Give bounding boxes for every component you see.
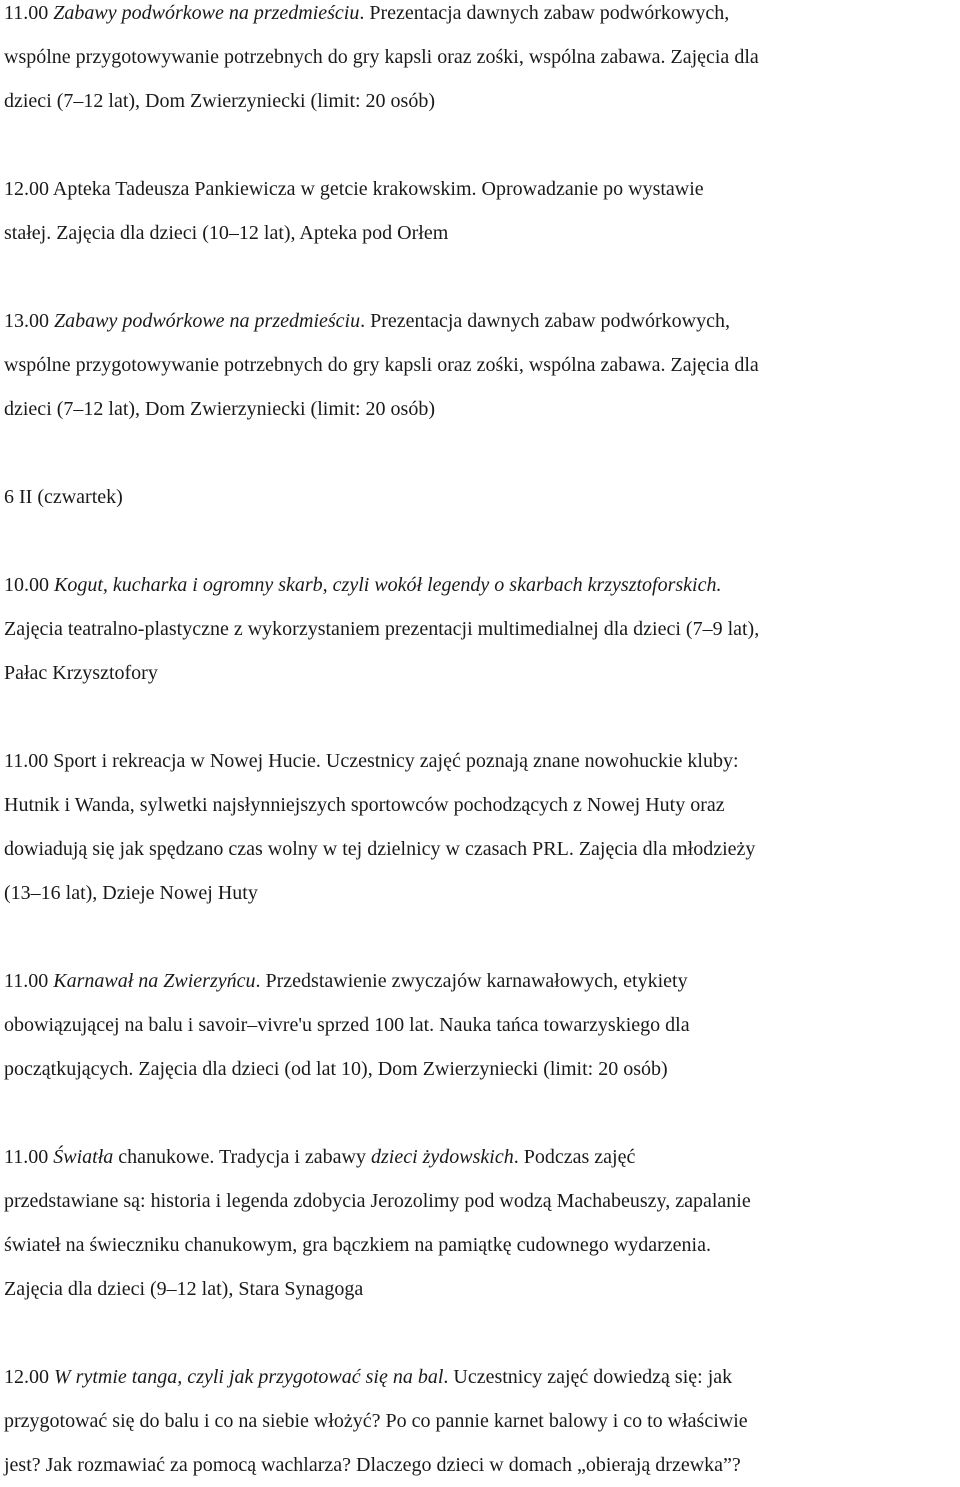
text-line	[4, 1267, 956, 1311]
text-segment: jest? Jak rozmawiać za pomocą wachlarza? Dlaczego dzieci w domach „obierają drzewka”?	[4, 1454, 741, 1476]
text-line	[4, 1399, 956, 1443]
event-paragraph	[4, 739, 956, 915]
text-segment: Zajęcia teatralno-plastyczne z wykorzystaniem prezentacji multimedialnej dla dzieci (7–9 lat),	[4, 618, 760, 640]
text-segment: 12.00 Apteka Tadeusza Pankiewicza w getcie krakowskim. Oprowadzanie po wystawie	[4, 178, 704, 200]
text-line	[4, 607, 956, 651]
event-paragraph	[4, 0, 956, 123]
text-segment: 11.00 Sport i rekreacja w Nowej Hucie. Uczestnicy zajęć poznają znane nowohuckie kluby:	[4, 750, 739, 772]
text-segment: 11.00	[4, 2, 54, 24]
text-segment: świateł na świeczniku chanukowym, gra bączkiem na pamiątkę cudownego wydarzenia.	[4, 1234, 711, 1256]
text-segment: . Prezentacja dawnych zabaw podwórkowych,	[359, 2, 730, 24]
text-segment: . Uczestnicy zajęć dowiedzą się: jak	[443, 1366, 733, 1388]
text-segment: obowiązującej na balu i savoir–vivre'u sprzed 100 lat. Nauka tańca towarzyskiego dla	[4, 1014, 690, 1036]
text-line	[4, 1135, 956, 1179]
text-line	[4, 1355, 956, 1399]
text-segment: stałej. Zajęcia dla dzieci (10–12 lat), Apteka pod Orłem	[4, 222, 449, 244]
text-line	[4, 167, 956, 211]
event-paragraph	[4, 167, 956, 255]
italic-title-segment: W rytmie tanga, czyli jak przygotować się na bal	[54, 1366, 444, 1388]
text-line	[4, 343, 956, 387]
text-segment: 10.00	[4, 574, 54, 596]
text-segment: przedstawiane są: historia i legenda zdobycia Jerozolimy pod wodzą Machabeuszy, zapalanie	[4, 1190, 751, 1212]
event-paragraph	[4, 299, 956, 431]
text-line	[4, 299, 956, 343]
text-segment: 13.00	[4, 310, 54, 332]
text-line	[4, 959, 956, 1003]
text-segment: dzieci (7–12 lat), Dom Zwierzyniecki (limit: 20 osób)	[4, 398, 435, 420]
text-line	[4, 827, 956, 871]
text-segment: . Podczas zajęć	[513, 1146, 636, 1168]
text-line	[4, 0, 956, 35]
event-paragraph	[4, 1355, 956, 1487]
text-line	[4, 387, 956, 431]
event-paragraph	[4, 563, 956, 695]
text-line	[4, 1443, 956, 1487]
text-line	[4, 651, 956, 695]
text-line	[4, 739, 956, 783]
italic-title-segment: Zabawy podwórkowe na przedmieściu	[53, 2, 360, 24]
text-segment: początkujących. Zajęcia dla dzieci (od lat 10), Dom Zwierzyniecki (limit: 20 osób)	[4, 1058, 668, 1080]
text-segment: wspólne przygotowywanie potrzebnych do gry kapsli oraz zośki, wspólna zabawa. Zajęcia dla	[4, 354, 759, 376]
text-line	[4, 563, 956, 607]
text-segment: dzieci (7–12 lat), Dom Zwierzyniecki (limit: 20 osób)	[4, 90, 435, 112]
italic-title-segment: Karnawał na Zwierzyńcu	[53, 970, 256, 992]
text-line	[4, 211, 956, 255]
event-paragraph	[4, 1135, 956, 1311]
text-segment: Zajęcia dla dzieci (9–12 lat), Stara Synagoga	[4, 1278, 364, 1300]
text-line	[4, 79, 956, 123]
text-segment: . Przedstawienie zwyczajów karnawałowych, etykiety	[255, 970, 688, 992]
text-segment: . Prezentacja dawnych zabaw podwórkowych,	[360, 310, 730, 332]
text-segment: (13–16 lat), Dzieje Nowej Huty	[4, 882, 258, 904]
text-segment: Hutnik i Wanda, sylwetki najsłynniejszych sportowców pochodzących z Nowej Huty oraz	[4, 794, 725, 816]
date-heading	[4, 475, 956, 519]
text-line	[4, 871, 956, 915]
text-line	[4, 1047, 956, 1091]
text-line	[4, 475, 956, 519]
event-paragraph	[4, 959, 956, 1091]
italic-title-segment: Światła	[53, 1146, 114, 1168]
italic-title-segment: dzieci żydowskich	[371, 1146, 514, 1168]
italic-title-segment: Kogut, kucharka i ogromny skarb, czyli wokół legendy o skarbach krzysztoforskich.	[54, 574, 722, 596]
text-segment: 12.00	[4, 1366, 54, 1388]
document-page	[4, 0, 956, 1487]
text-line	[4, 1003, 956, 1047]
text-segment: dowiadują się jak spędzano czas wolny w tej dzielnicy w czasach PRL. Zajęcia dla młodzieży	[4, 838, 756, 860]
text-segment: 11.00	[4, 1146, 54, 1168]
text-line	[4, 35, 956, 79]
text-segment: wspólne przygotowywanie potrzebnych do gry kapsli oraz zośki, wspólna zabawa. Zajęcia dla	[4, 46, 759, 68]
text-segment: 11.00	[4, 970, 54, 992]
text-segment: Pałac Krzysztofory	[4, 662, 158, 684]
italic-title-segment: Zabawy podwórkowe na przedmieściu	[54, 310, 361, 332]
text-segment: 6 II (czwartek)	[4, 486, 123, 508]
text-line	[4, 1179, 956, 1223]
text-line	[4, 1223, 956, 1267]
text-line	[4, 783, 956, 827]
text-segment: przygotować się do balu i co na siebie włożyć? Po co pannie karnet balowy i co to właściwie	[4, 1410, 748, 1432]
text-segment: chanukowe. Tradycja i zabawy	[113, 1146, 371, 1168]
